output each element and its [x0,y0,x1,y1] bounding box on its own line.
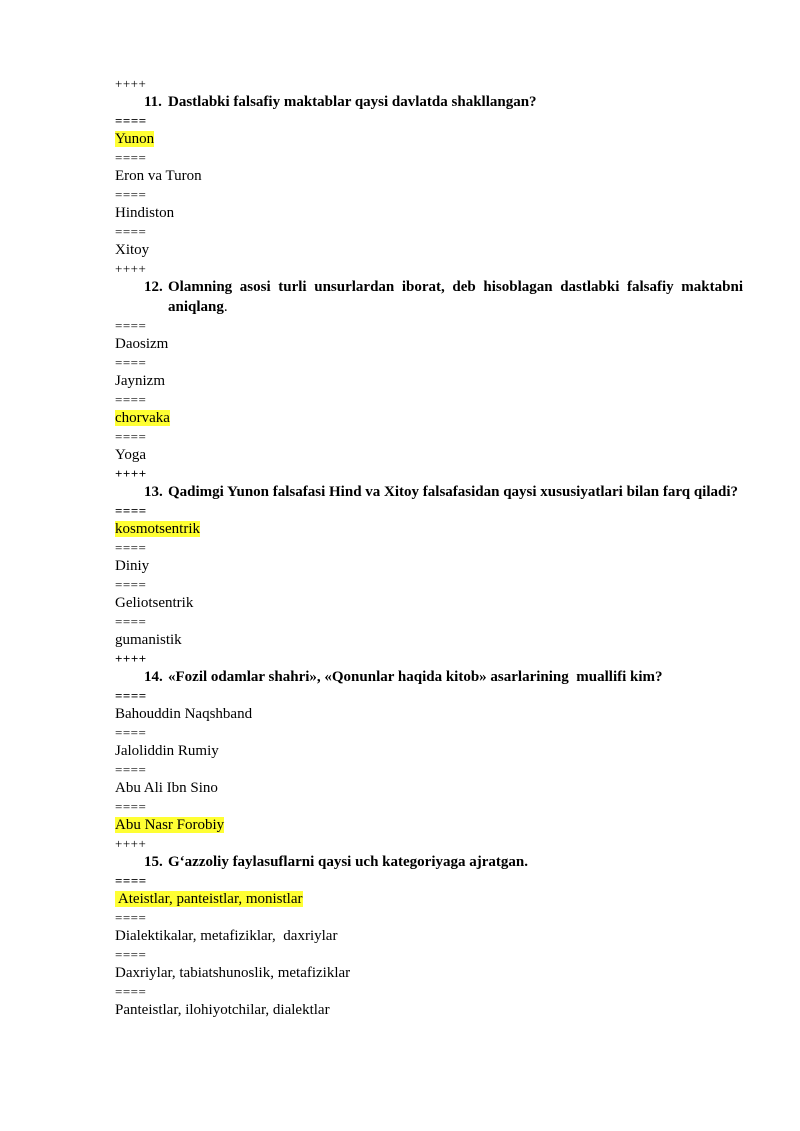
answer-option [115,814,743,836]
correct-answer: kosmotsentrik [115,521,200,537]
question-text: G‘azzoliy faylasuflarni qaysi uch kategoriyaga ajratgan. [168,854,528,870]
answer-option: Daosizm [115,336,169,352]
plus-separator: ++++ [115,261,147,276]
correct-answer: Abu Nasr Forobiy [115,817,225,833]
answer-option [115,518,743,540]
answer-option: Diniy [115,558,150,574]
option-separator: ==== [115,614,147,629]
question-11 [115,91,743,113]
option-separator: ==== [115,224,147,239]
correct-answer: Yunon [115,131,155,147]
option-separator: ==== [115,540,147,555]
plus-separator: ++++ [115,836,147,851]
answer-option: Jaynizm [115,373,165,389]
answer-option: Bahouddin Naqshband [115,706,253,722]
answer-option: Xitoy [115,242,150,258]
answer-option [115,407,743,429]
option-separator: ==== [115,150,147,165]
option-separator: ==== [115,113,147,128]
option-separator: ==== [115,725,147,740]
question-number: 12. [144,279,163,295]
correct-answer: chorvaka [115,410,170,426]
answer-option: Hindiston [115,205,175,221]
question-number: 13. [144,484,163,500]
option-separator: ==== [115,910,147,925]
question-text: Dastlabki falsafiy maktablar qaysi davlatda shakllangan? [168,94,537,110]
answer-option: Geliotsentrik [115,595,194,611]
option-separator: ==== [115,577,147,592]
question-13 [115,481,743,503]
plus-separator: ++++ [115,651,147,666]
answer-option [115,128,743,150]
answer-option: Yoga [115,447,146,463]
answer-option: gumanistik [115,632,182,648]
test-document [115,76,743,1021]
question-number: 11. [144,94,162,110]
option-separator: ==== [115,873,147,888]
answer-option: Panteistlar, ilohiyotchilar, dialektlar [115,1002,330,1018]
answer-option: Eron va Turon [115,168,202,184]
correct-answer: Ateistlar, panteistlar, monistlar [115,891,303,907]
option-separator: ==== [115,762,147,777]
question-text: Olamning asosi turli unsurlardan iborat, deb hisoblagan dastlabki falsafiy maktabni aniqlang [168,279,743,315]
answer-option [115,888,743,910]
option-separator: ==== [115,503,147,518]
question-tail: . [223,299,228,315]
question-15 [115,851,743,873]
answer-option: Dialektikalar, metafiziklar, daxriylar [115,928,338,944]
answer-option: Abu Ali Ibn Sino [115,780,218,796]
plus-separator: ++++ [115,76,147,91]
option-separator: ==== [115,429,147,444]
question-number: 15. [144,854,163,870]
option-separator: ==== [115,318,147,333]
answer-option: Daxriylar, tabiatshunoslik, metafiziklar [115,965,351,981]
option-separator: ==== [115,187,147,202]
option-separator: ==== [115,799,147,814]
option-separator: ==== [115,355,147,370]
plus-separator: ++++ [115,466,147,481]
option-separator: ==== [115,984,147,999]
option-separator: ==== [115,947,147,962]
question-14 [115,666,743,688]
option-separator: ==== [115,688,147,703]
question-text: Qadimgi Yunon falsafasi Hind va Xitoy falsafasidan qaysi xususiyatlari bilan farq qiladi? [168,484,739,500]
question-text: «Fozil odamlar shahri», «Qonunlar haqida kitob» asarlarining muallifi kim? [168,669,663,685]
option-separator: ==== [115,392,147,407]
question-12 [115,276,743,318]
answer-option: Jaloliddin Rumiy [115,743,219,759]
question-number: 14. [144,669,163,685]
